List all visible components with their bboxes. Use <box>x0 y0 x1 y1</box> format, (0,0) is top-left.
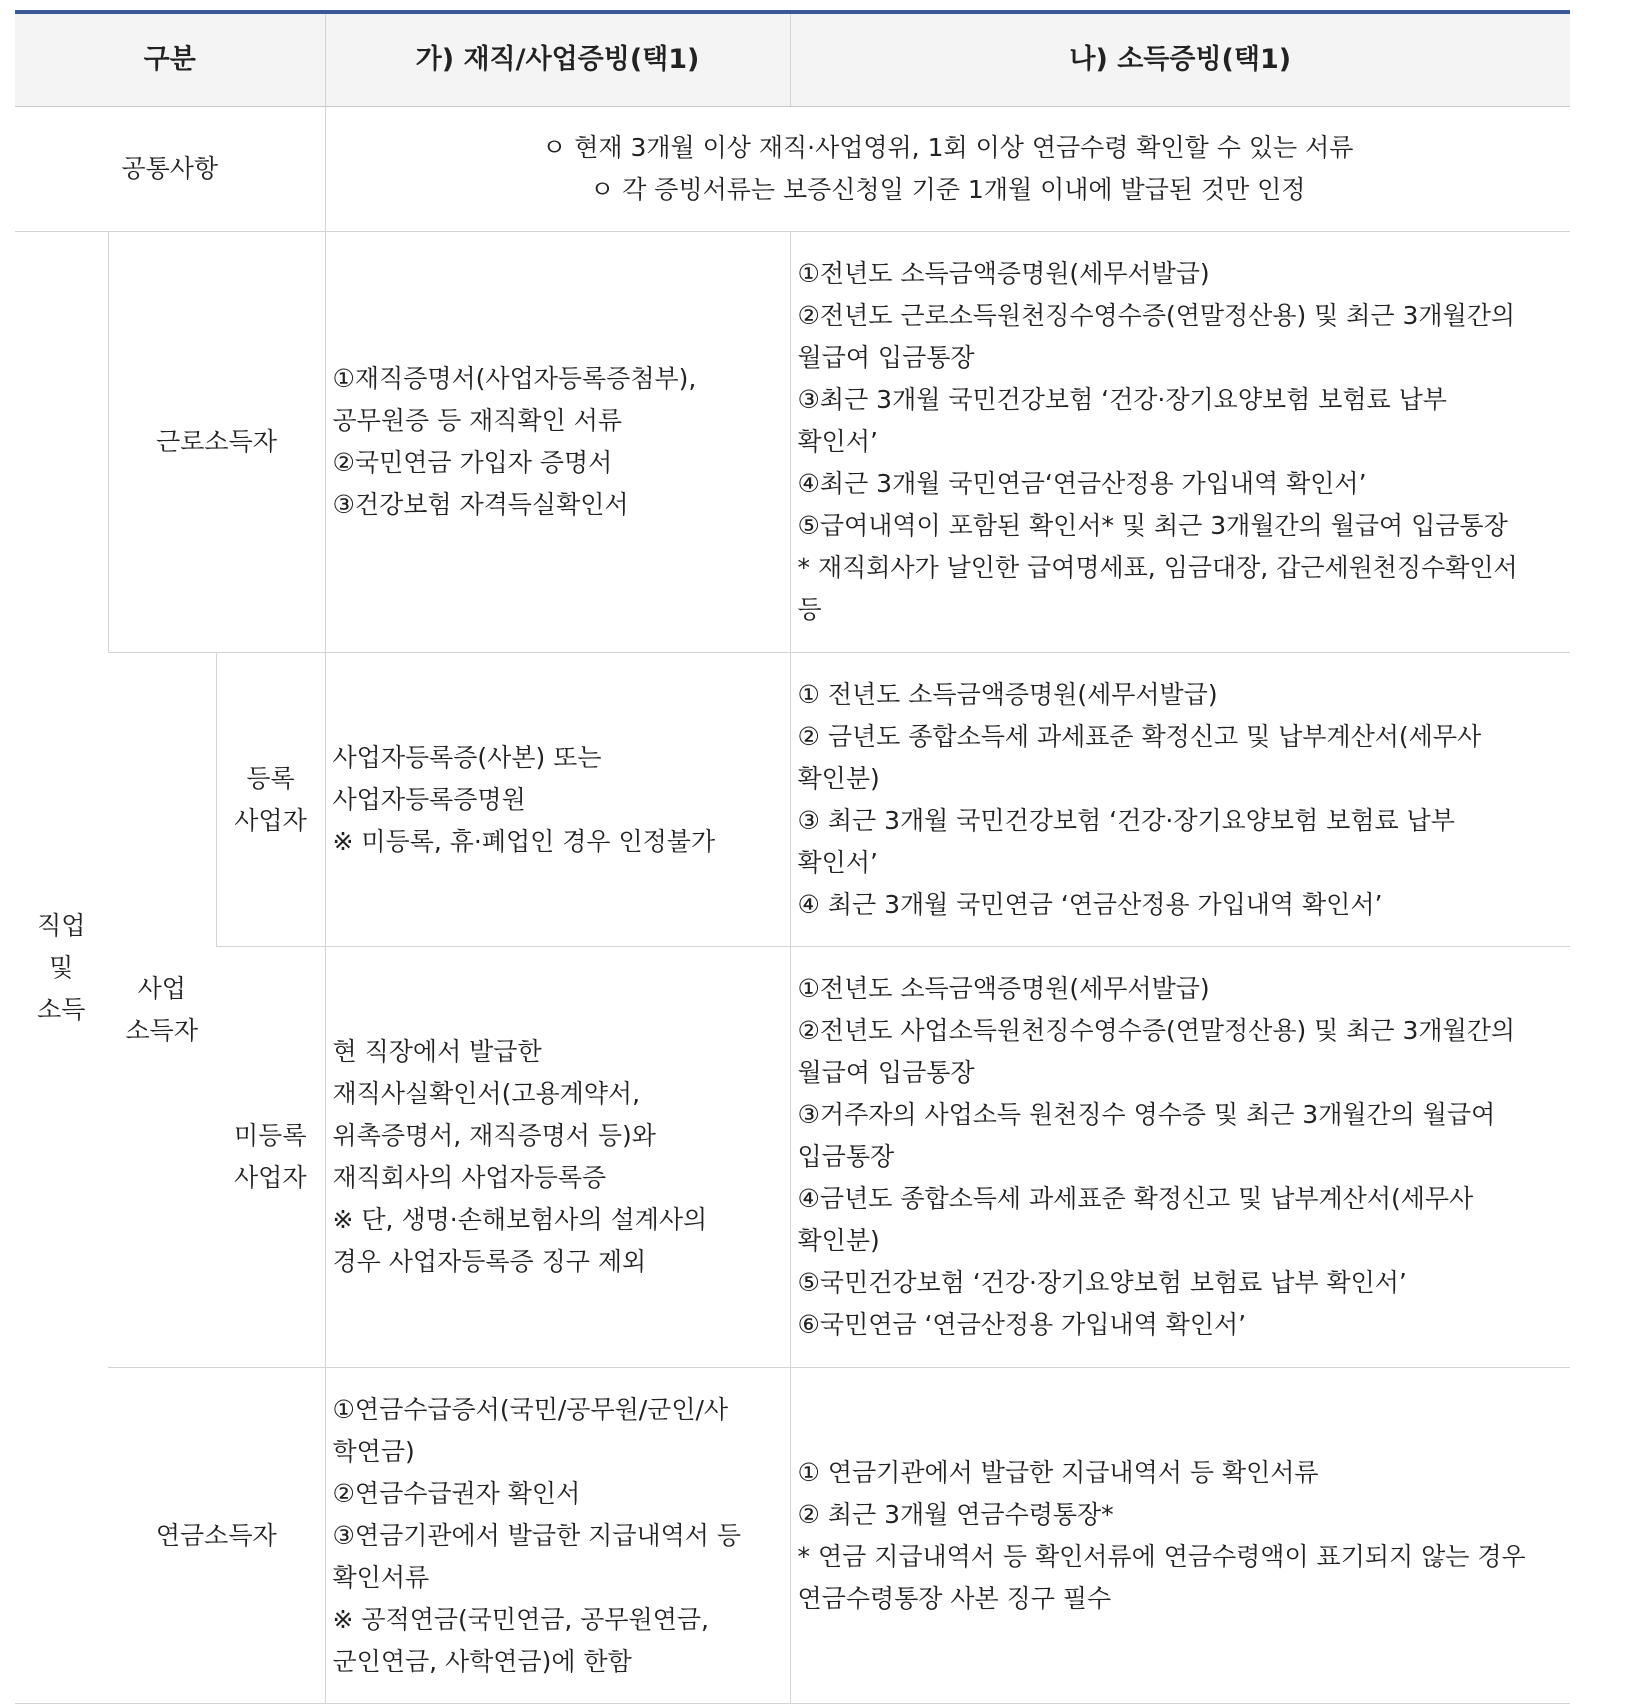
pension-employment-docs <box>325 1368 790 1704</box>
doc-line: 월급여 입금통장 <box>797 343 975 372</box>
registered-label-line: 등록 <box>246 763 295 793</box>
wage-earner-employment-docs <box>325 232 790 653</box>
doc-line: 재직사실확인서(고용계약서, <box>332 1079 641 1108</box>
doc-line: * 재직회사가 날인한 급여명세표, 임금대장, 갑근세원천징수확인서 <box>797 553 1518 582</box>
unregistered-business-label <box>216 947 325 1368</box>
doc-line: ③건강보험 자격득실확인서 <box>332 490 629 519</box>
doc-line: ⑤급여내역이 포함된 확인서* 및 최근 3개월간의 월급여 입금통장 <box>797 511 1508 540</box>
eligibility-documents-table <box>15 10 1570 1704</box>
group-label-line: 소득 <box>37 994 86 1024</box>
header-income-proof: 나) 소득증빙(택1) <box>790 12 1570 107</box>
group-label-line: 및 <box>49 952 74 982</box>
wage-earner-label: 근로소득자 <box>108 232 325 653</box>
group-label-job-income <box>15 232 108 1704</box>
common-line-1: ㅇ 현재 3개월 이상 재직·사업영위, 1회 이상 연금수령 확인할 수 있는 서류 <box>542 133 1354 162</box>
doc-line: 공무원증 등 재직확인 서류 <box>332 406 623 435</box>
doc-line: ①전년도 소득금액증명원(세무서발급) <box>797 974 1210 1003</box>
wage-earner-row <box>15 232 1570 653</box>
doc-line: ①연금수급증서(국민/공무원/군인/사 <box>332 1394 729 1424</box>
group-label-line: 직업 <box>37 910 86 940</box>
doc-line: 확인서류 <box>332 1562 430 1592</box>
doc-line: 현 직장에서 발급한 <box>332 1037 542 1066</box>
doc-line: 학연금) <box>332 1436 415 1466</box>
header-employment-proof: 가) 재직/사업증빙(택1) <box>325 12 790 107</box>
doc-line: 위촉증명서, 재직증명서 등)와 <box>332 1121 656 1150</box>
doc-line: ②국민연금 가입자 증명서 <box>332 448 613 477</box>
doc-line: 경우 사업자등록증 징구 제외 <box>332 1247 647 1276</box>
doc-line: ※ 미등록, 휴·폐업인 경우 인정불가 <box>332 826 716 856</box>
doc-line: ②연금수급권자 확인서 <box>332 1478 581 1508</box>
pension-earner-label: 연금소득자 <box>108 1368 325 1704</box>
pension-earner-row <box>15 1368 1570 1704</box>
unregistered-label-line: 사업자 <box>234 1163 307 1192</box>
unregistered-income-docs <box>790 947 1570 1368</box>
doc-line: ④최근 3개월 국민연금‘연금산정용 가입내역 확인서’ <box>797 469 1367 498</box>
business-label-line: 사업 <box>137 974 186 1003</box>
unregistered-employment-docs <box>325 947 790 1368</box>
doc-line: ④금년도 종합소득세 과세표준 확정신고 및 납부계산서(세무사 <box>797 1184 1474 1213</box>
business-label-line: 소득자 <box>125 1016 198 1045</box>
business-income-label <box>108 653 216 1368</box>
pension-income-docs <box>790 1368 1570 1704</box>
doc-line: ② 최근 3개월 연금수령통장* <box>797 1499 1114 1529</box>
common-row <box>15 107 1570 232</box>
doc-line: ① 전년도 소득금액증명원(세무서발급) <box>797 679 1218 709</box>
registered-employment-docs <box>325 653 790 947</box>
document-table-wrapper <box>15 10 1570 1704</box>
doc-line: ①전년도 소득금액증명원(세무서발급) <box>797 259 1210 288</box>
doc-line: 연금수령통장 사본 징구 필수 <box>797 1583 1112 1613</box>
doc-line: ④ 최근 3개월 국민연금 ‘연금산정용 가입내역 확인서’ <box>797 889 1383 919</box>
registered-income-docs <box>790 653 1570 947</box>
doc-line: 사업자등록증(사본) 또는 <box>332 742 602 772</box>
registered-label-line: 사업자 <box>234 805 307 835</box>
registered-business-row <box>15 653 1570 947</box>
header-category: 구분 <box>15 12 325 107</box>
doc-line: ⑥국민연금 ‘연금산정용 가입내역 확인서’ <box>797 1310 1247 1339</box>
table-header-row <box>15 12 1570 107</box>
doc-line: 군인연금, 사학연금)에 한함 <box>332 1646 632 1676</box>
doc-line: ②전년도 근로소득원천징수영수증(연말정산용) 및 최근 3개월간의 <box>797 301 1516 330</box>
doc-line: ※ 단, 생명·손해보험사의 설계사의 <box>332 1205 708 1234</box>
doc-line: 확인분) <box>797 1226 880 1255</box>
unregistered-label-line: 미등록 <box>234 1121 307 1150</box>
doc-line: ② 금년도 종합소득세 과세표준 확정신고 및 납부계산서(세무사 <box>797 721 1482 751</box>
doc-line: 사업자등록증명원 <box>332 784 526 814</box>
doc-line: 등 <box>797 595 822 624</box>
unregistered-business-row <box>15 947 1570 1368</box>
doc-line: 확인서’ <box>797 847 878 877</box>
doc-line: ③거주자의 사업소득 원천징수 영수증 및 최근 3개월간의 월급여 <box>797 1100 1496 1129</box>
doc-line: 확인서’ <box>797 427 878 456</box>
doc-line: 월급여 입금통장 <box>797 1058 975 1087</box>
doc-line: ① 연금기관에서 발급한 지급내역서 등 확인서류 <box>797 1457 1319 1487</box>
common-line-2: ㅇ 각 증빙서류는 보증신청일 기준 1개월 이내에 발급된 것만 인정 <box>590 175 1306 204</box>
doc-line: 재직회사의 사업자등록증 <box>332 1163 607 1192</box>
doc-line: ※ 공적연금(국민연금, 공무원연금, <box>332 1604 709 1634</box>
doc-line: 확인분) <box>797 763 880 793</box>
doc-line: ③연금기관에서 발급한 지급내역서 등 <box>332 1520 742 1550</box>
doc-line: ③ 최근 3개월 국민건강보험 ‘건강·장기요양보험 보험료 납부 <box>797 805 1455 835</box>
registered-business-label <box>216 653 325 947</box>
wage-earner-income-docs <box>790 232 1570 653</box>
doc-line: ①재직증명서(사업자등록증첨부), <box>332 364 697 393</box>
common-label: 공통사항 <box>15 107 325 232</box>
doc-line: ②전년도 사업소득원천징수영수증(연말정산용) 및 최근 3개월간의 <box>797 1016 1516 1045</box>
doc-line: ③최근 3개월 국민건강보험 ‘건강·장기요양보험 보험료 납부 <box>797 385 1447 414</box>
doc-line: * 연금 지급내역서 등 확인서류에 연금수령액이 표기되지 않는 경우 <box>797 1541 1526 1571</box>
doc-line: ⑤국민건강보험 ‘건강·장기요양보험 보험료 납부 확인서’ <box>797 1268 1407 1297</box>
doc-line: 입금통장 <box>797 1142 895 1171</box>
common-text <box>325 107 1570 232</box>
